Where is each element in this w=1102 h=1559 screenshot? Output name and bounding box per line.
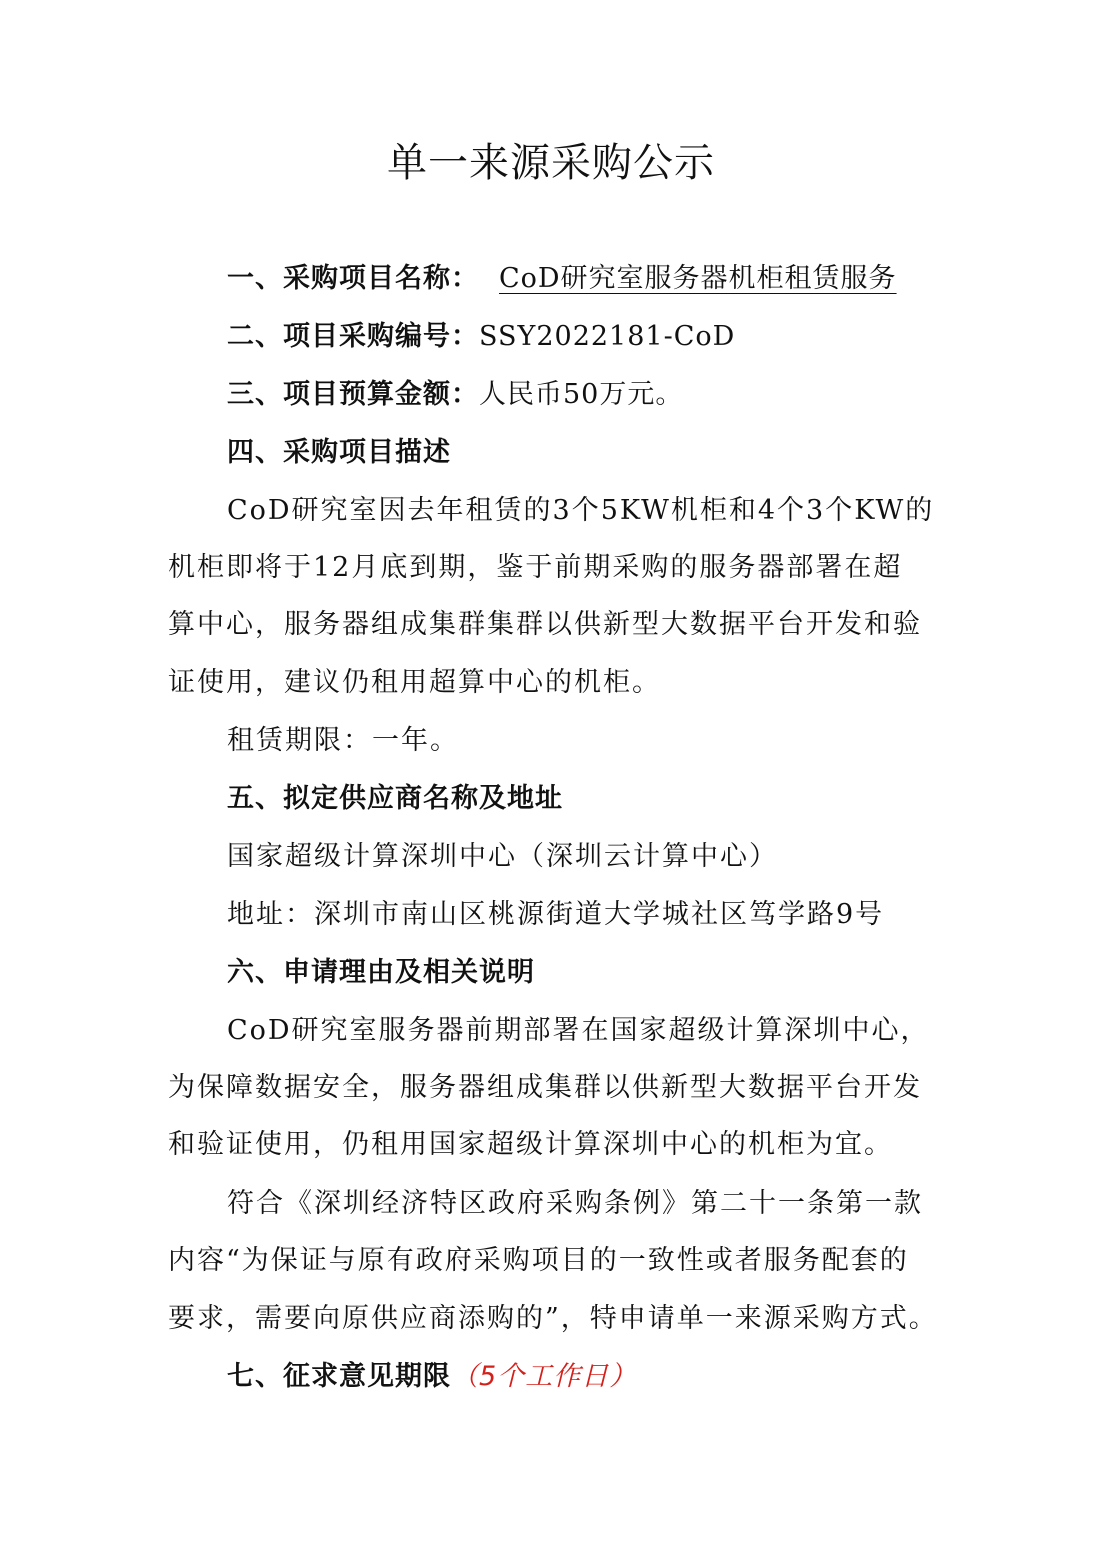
section-6-para-line: 符合《深圳经济特区政府采购条例》第二十一条第一款 — [227, 1188, 923, 1219]
section-4-para-line: CoD研究室因去年租赁的3个5KW机柜和4个3个KW的 — [227, 495, 935, 526]
section-1-project-name — [227, 261, 897, 297]
section-3-label: 三、项目预算金额： — [227, 379, 479, 410]
section-5-heading: 五、拟定供应商名称及地址 — [227, 783, 563, 814]
section-7-heading — [227, 1359, 637, 1395]
project-name-value: CoD研究室服务器机柜租赁服务 — [499, 263, 897, 294]
section-3-budget — [227, 377, 683, 413]
section-1-label: 一、采购项目名称： — [227, 263, 479, 294]
section-4-heading: 四、采购项目描述 — [227, 437, 451, 468]
supplier-address: 地址：深圳市南山区桃源街道大学城社区笃学路9号 — [227, 899, 885, 930]
lease-term: 租赁期限：一年。 — [227, 725, 459, 756]
budget-value: 人民币50万元。 — [479, 379, 684, 410]
section-2-project-number — [227, 319, 735, 355]
supplier-name: 国家超级计算深圳中心（深圳云计算中心） — [227, 841, 778, 872]
comment-period-note: （5个工作日） — [451, 1361, 638, 1392]
project-number-value: SSY2022181-CoD — [479, 321, 736, 352]
page-title: 单一来源采购公示 — [387, 140, 715, 186]
section-7-label: 七、征求意见期限 — [227, 1361, 451, 1392]
section-6-heading: 六、申请理由及相关说明 — [227, 957, 535, 988]
section-2-label: 二、项目采购编号： — [227, 321, 479, 352]
section-6-para-line: 内容“为保证与原有政府采购项目的一致性或者服务配套的 — [168, 1245, 909, 1276]
section-6-para-line: 要求，需要向原供应商添购的”，特申请单一来源采购方式。 — [168, 1303, 938, 1334]
section-4-para-line: 机柜即将于12月底到期，鉴于前期采购的服务器部署在超 — [168, 552, 903, 583]
section-6-para-line: 和验证使用，仍租用国家超级计算深圳中心的机柜为宜。 — [168, 1129, 893, 1160]
section-6-para-line: 为保障数据安全，服务器组成集群以供新型大数据平台开发 — [168, 1072, 922, 1103]
section-4-para-line: 证使用，建议仍租用超算中心的机柜。 — [168, 667, 661, 698]
section-4-para-line: 算中心，服务器组成集群集群以供新型大数据平台开发和验 — [168, 609, 922, 640]
section-6-para-line: CoD研究室服务器前期部署在国家超级计算深圳中心， — [227, 1015, 930, 1046]
